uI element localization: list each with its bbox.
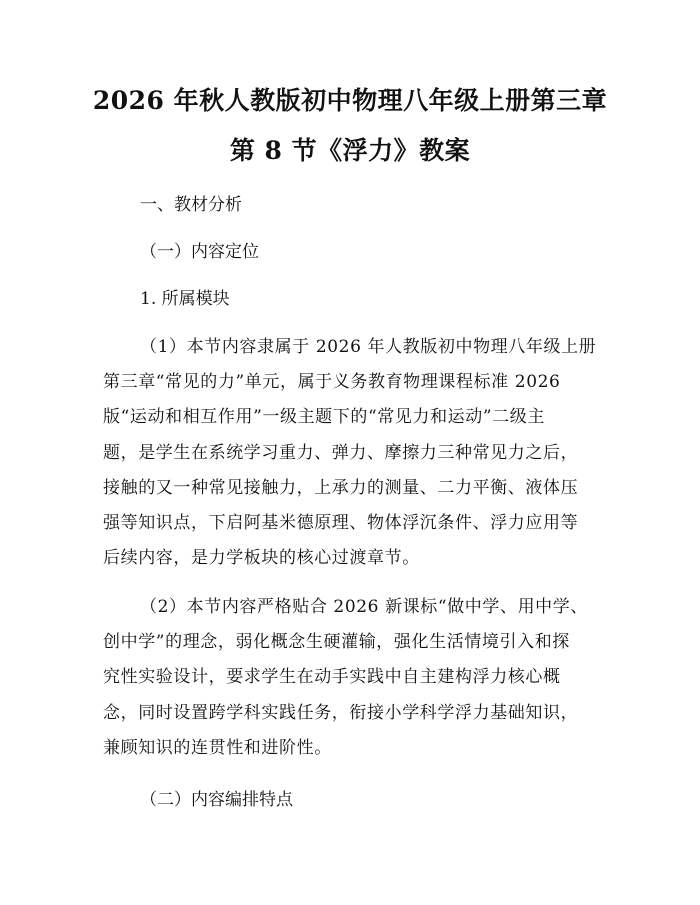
paragraph-1-line: 接触的又一种常见接触力，上承力的测量、二力平衡、液体压: [103, 477, 579, 498]
paragraph-2-line: 创中学”的理念，弱化概念生硬灌输，强化生活情境引入和探: [103, 632, 570, 653]
paragraph-1-line: 后续内容，是力学板块的核心过渡章节。: [103, 548, 420, 569]
paragraph-2: [103, 590, 599, 766]
paragraph-1-line: （1）本节内容隶属于 2026 年人教版初中物理八年级上册: [140, 337, 597, 357]
paragraph-1: [103, 330, 599, 576]
subsection-heading-content-positioning: （一）内容定位: [140, 242, 259, 262]
document-title-line-1: 2026 年秋人教版初中物理八年级上册第三章: [92, 86, 608, 115]
section-heading-textbook-analysis: 一、教材分析: [140, 195, 242, 215]
paragraph-2-line: 究性实验设计，要求学生在动手实践中自主建构浮力核心概: [103, 667, 561, 688]
paragraph-2-line: 兼顾知识的连贯性和进阶性。: [103, 737, 332, 758]
subsection-heading-content-arrangement: （二）内容编排特点: [140, 790, 293, 810]
item-heading-module: 1. 所属模块: [140, 289, 230, 309]
document-title-line-2: 第 8 节《浮力》教案: [229, 136, 471, 165]
paragraph-1-line: 强等知识点，下启阿基米德原理、物体浮沉条件、浮力应用等: [103, 513, 579, 534]
paragraph-1-line: 版“运动和相互作用”一级主题下的“常见力和运动”二级主: [103, 407, 545, 428]
paragraph-1-line: 第三章“常见的力”单元，属于义务教育物理课程标准 2026: [103, 372, 561, 393]
paragraph-2-line: （2）本节内容严格贴合 2026 新课标“做中学、用中学、: [140, 597, 588, 617]
paragraph-2-line: 念，同时设置跨学科实践任务，衔接小学科学浮力基础知识，: [103, 702, 579, 723]
paragraph-1-line: 题，是学生在系统学习重力、弹力、摩擦力三种常见力之后，: [103, 442, 579, 463]
